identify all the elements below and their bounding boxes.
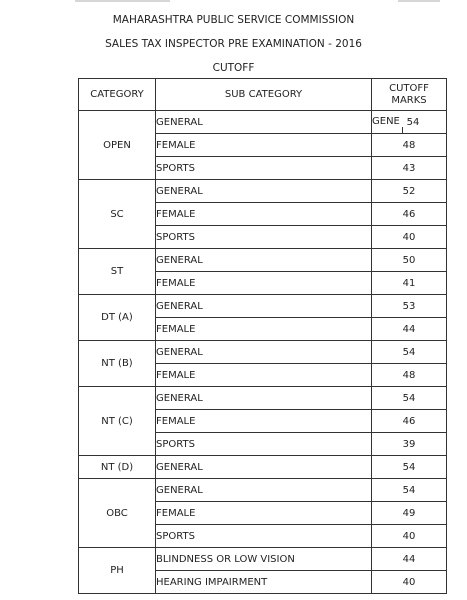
marks-cell: 49 <box>372 502 447 525</box>
marks-cell: 54 <box>372 479 447 502</box>
table-row <box>79 456 447 479</box>
category-cell: DT (A) <box>79 295 156 341</box>
header-category: CATEGORY <box>79 79 156 111</box>
category-cell: NT (B) <box>79 341 156 387</box>
marks-cell: 54 <box>372 341 447 364</box>
commission-title: MAHARASHTRA PUBLIC SERVICE COMMISSION <box>112 14 355 26</box>
sub-category-cell: GENERAL <box>156 295 372 318</box>
sub-category-cell: GENERAL <box>156 249 372 272</box>
sub-category-cell: FEMALE <box>156 318 372 341</box>
table-row <box>79 548 447 571</box>
sub-category-cell: BLINDNESS OR LOW VISION <box>156 548 372 571</box>
marks-cell: 53 <box>372 295 447 318</box>
cutoff-table <box>78 78 447 594</box>
sub-category-cell: SPORTS <box>156 226 372 249</box>
table-header-row <box>79 79 447 111</box>
category-cell: NT (D) <box>79 456 156 479</box>
marks-cell: 43 <box>372 157 447 180</box>
sub-category-cell: FEMALE <box>156 203 372 226</box>
marks-cell: 41 <box>372 272 447 295</box>
marks-cell: 46 <box>372 410 447 433</box>
table-row <box>79 249 447 272</box>
sub-category-cell: GENERAL <box>156 341 372 364</box>
sub-category-cell: SPORTS <box>156 433 372 456</box>
header-cutoff-marks-label: CUTOFF MARKS <box>389 82 429 106</box>
table-row <box>79 295 447 318</box>
marks-cell: 44 <box>372 318 447 341</box>
category-cell: OPEN <box>79 111 156 180</box>
sub-category-cell: SPORTS <box>156 525 372 548</box>
marks-cell: 48 <box>372 134 447 157</box>
category-cell: NT (C) <box>79 387 156 456</box>
table-row <box>79 341 447 364</box>
table-row <box>79 111 447 134</box>
sub-category-cell: FEMALE <box>156 272 372 295</box>
marks-cell: 40 <box>372 226 447 249</box>
marks-cell: 54 <box>372 456 447 479</box>
header-cutoff-marks <box>372 79 447 111</box>
sub-category-cell: GENERAL <box>156 111 372 134</box>
marks-cell: 52 <box>372 180 447 203</box>
table-row <box>79 387 447 410</box>
sub-category-cell: GENERAL <box>156 456 372 479</box>
cutoff-title: CUTOFF <box>212 62 255 74</box>
sub-category-cell: GENERAL <box>156 387 372 410</box>
sub-category-cell: FEMALE <box>156 364 372 387</box>
marks-value: 54 <box>406 116 420 128</box>
table-body <box>79 111 447 594</box>
cropped-date <box>398 0 440 2</box>
sub-category-cell: FEMALE <box>156 502 372 525</box>
sub-category-cell: FEMALE <box>156 410 372 433</box>
marks-cell <box>372 111 447 134</box>
sub-category-cell: GENERAL <box>156 180 372 203</box>
marks-cell: 40 <box>372 525 447 548</box>
category-cell: OBC <box>79 479 156 548</box>
category-cell: ST <box>79 249 156 295</box>
sub-category-cell: FEMALE <box>156 134 372 157</box>
header-sub-category: SUB CATEGORY <box>156 79 372 111</box>
sub-category-cell: SPORTS <box>156 157 372 180</box>
sub-category-cell: HEARING IMPAIRMENT <box>156 571 372 594</box>
category-cell: SC <box>79 180 156 249</box>
table-row <box>79 479 447 502</box>
marks-cell: 46 <box>372 203 447 226</box>
marks-cell: 44 <box>372 548 447 571</box>
cropped-text-left <box>75 0 170 2</box>
sub-category-cell: GENERAL <box>156 479 372 502</box>
marks-cell: 50 <box>372 249 447 272</box>
exam-title: SALES TAX INSPECTOR PRE EXAMINATION - 2016 <box>105 38 362 50</box>
cropped-top-text <box>0 0 467 6</box>
marks-cell: 54 <box>372 387 447 410</box>
overlay-text: GENE <box>372 116 400 127</box>
marks-cell: 39 <box>372 433 447 456</box>
marks-cell: 40 <box>372 571 447 594</box>
table-row <box>79 180 447 203</box>
category-cell: PH <box>79 548 156 594</box>
marks-cell: 48 <box>372 364 447 387</box>
